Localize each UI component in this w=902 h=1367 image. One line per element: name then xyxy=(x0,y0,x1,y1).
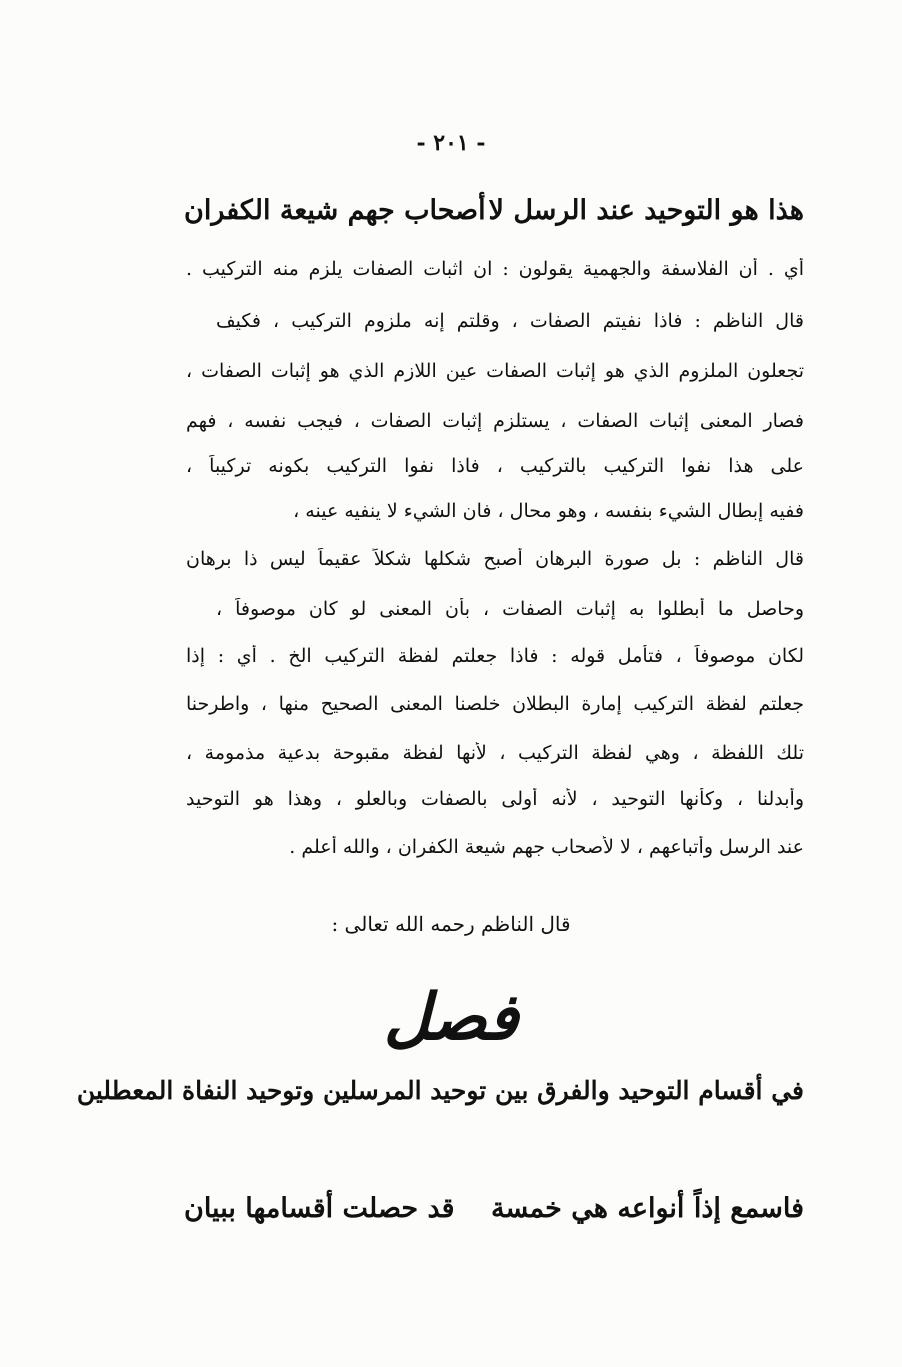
paragraph-line: جعلتم لفظة التركيب إمارة البطلان خلصنا المعنى الصحيح منها ، واطرحنا xyxy=(186,693,804,715)
verse-top-second-half: أصحاب جهم شيعة الكفران xyxy=(184,195,486,226)
verse-top xyxy=(184,195,804,226)
section-heading: فصل xyxy=(383,980,519,1055)
paragraph-line: قال الناظم : فاذا نفيتم الصفات ، وقلتم إنه ملزوم التركيب ، فكيف xyxy=(216,310,804,332)
paragraph-line: أي . أن الفلاسفة والجهمية يقولون : ان اثبات الصفات يلزم منه التركيب . xyxy=(186,258,804,280)
verse-bottom-second-half: قد حصلت أقسامها ببيان xyxy=(184,1193,455,1224)
verse-bottom xyxy=(184,1193,804,1224)
paragraph-line: تجعلون الملزوم الذي هو إثبات الصفات عين اللازم الذي هو إثبات الصفات ، xyxy=(186,360,804,382)
verse-bottom-first-half: فاسمع إذاً أنواعه هي خمسة xyxy=(490,1193,804,1224)
paragraph-line: تلك اللفظة ، وهي لفظة التركيب ، لأنها لفظة مقبوحة بدعية مذمومة ، xyxy=(186,742,804,764)
paragraph-line: على هذا نفوا التركيب بالتركيب ، فاذا نفوا التركيب بكونه تركيباً ، xyxy=(186,455,804,477)
intro-line: قال الناظم رحمه الله تعالى : xyxy=(331,912,571,936)
paragraph-line: لكان موصوفاً ، فتأمل قوله : فاذا جعلتم لفظة التركيب الخ . أي : إذا xyxy=(186,645,804,667)
section-subheading: في أقسام التوحيد والفرق بين توحيد المرسلين وتوحيد النفاة المعطلين xyxy=(76,1076,804,1105)
paragraph-line: فصار المعنى إثبات الصفات ، يستلزم إثبات الصفات ، فيجب نفسه ، فهم xyxy=(186,410,804,432)
verse-top-first-half: هذا هو التوحيد عند الرسل لا xyxy=(488,195,804,226)
paragraph-line: وحاصل ما أبطلوا به إثبات الصفات ، بأن المعنى لو كان موصوفاً ، xyxy=(216,598,804,620)
paragraph-line: عند الرسل وأتباعهم ، لا لأصحاب جهم شيعة الكفران ، والله أعلم . xyxy=(289,836,804,858)
paragraph-line: ففيه إبطال الشيء بنفسه ، وهو محال ، فان الشيء لا ينفيه عينه ، xyxy=(293,500,804,522)
paragraph-line: وأبدلنا ، وكأنها التوحيد ، لأنه أولى بالصفات وبالعلو ، وهذا هو التوحيد xyxy=(186,788,804,810)
paragraph-line: قال الناظم : بل صورة البرهان أصبح شكلها شكلاً عقيماً ليس ذا برهان xyxy=(186,548,804,570)
page-number: - ٢٠١ - xyxy=(416,130,486,156)
